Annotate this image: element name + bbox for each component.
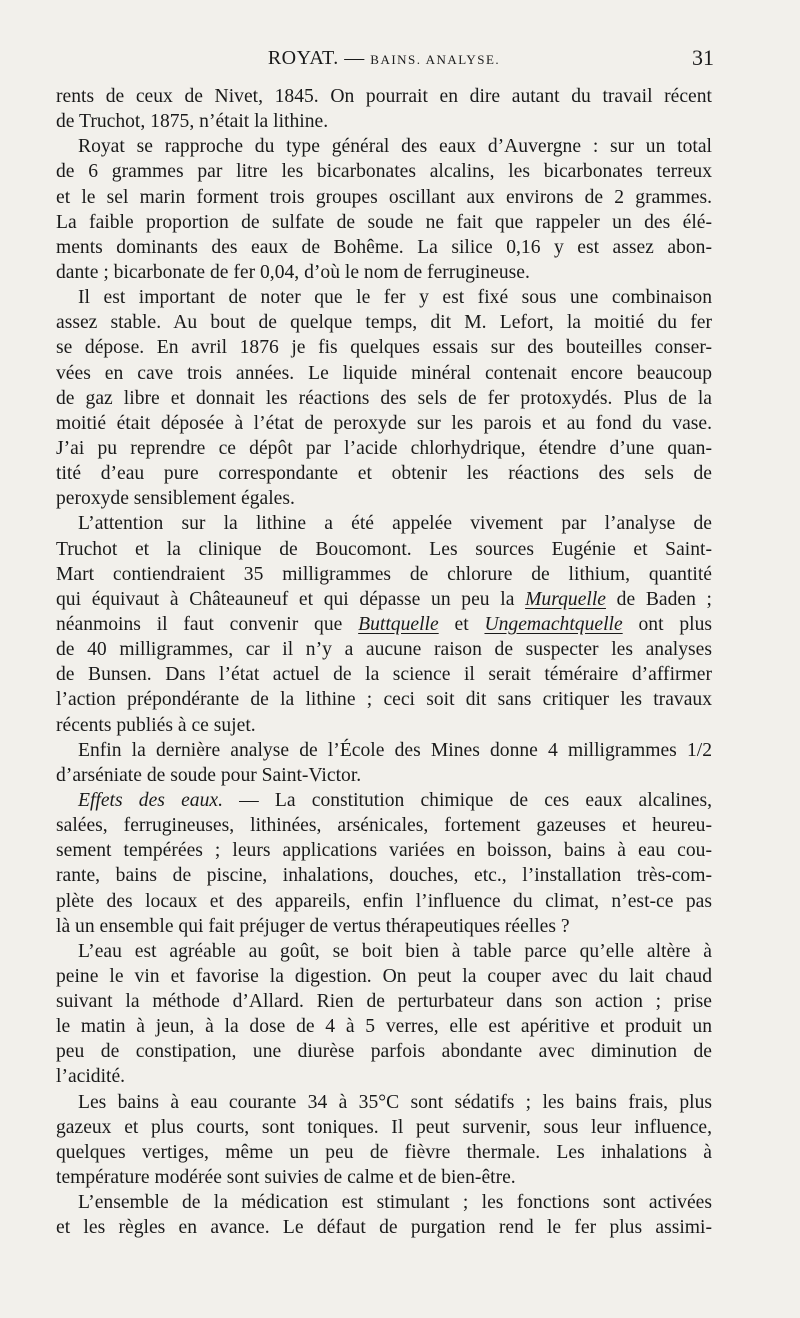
emphasized-text: Ungemachtquelle xyxy=(484,613,623,635)
text-line: d’arséniate de soude pour Saint-Victor. xyxy=(56,764,362,786)
running-title-dash: — xyxy=(344,47,365,69)
text-line xyxy=(56,788,712,813)
running-title-main: ROYAT. xyxy=(267,47,339,69)
text-line: rante, bains de piscine, inhalations, douches, etc., l’installation très-com- xyxy=(56,865,712,887)
body-text xyxy=(56,84,712,1240)
text-line: se dépose. En avril 1876 je fis quelques essais sur des bouteilles conser- xyxy=(56,337,712,359)
text-line: L’eau est agréable au goût, se boit bien à table parce qu’elle altère à xyxy=(78,940,712,962)
text-line: peroxyde sensiblement égales. xyxy=(56,488,295,510)
text-line xyxy=(56,612,712,637)
text-line: L’ensemble de la médication est stimulant ; les fonctions sont activées xyxy=(78,1192,712,1214)
text-line: quelques vertiges, même un peu de fièvre thermale. Les inhalations à xyxy=(56,1141,712,1163)
text-segment: qui équivaut à Châteauneuf et qui dépasse un peu la xyxy=(56,588,526,610)
text-line: peine le vin et favorise la digestion. On peut la couper avec du lait chaud xyxy=(56,965,712,987)
running-title-subtitle: BAINS. ANALYSE. xyxy=(370,52,501,67)
text-line: dante ; bicarbonate de fer 0,04, d’où le nom de ferrugineuse. xyxy=(56,261,530,283)
text-line: vées en cave trois années. Le liquide minéral contenait encore beaucoup xyxy=(56,362,712,384)
emphasized-text: Buttquelle xyxy=(358,613,439,635)
text-line: de 6 grammes par litre les bicarbonates alcalins, les bicarbonates terreux xyxy=(56,161,712,183)
text-segment: — La constitution chimique de ces eaux alcalines, xyxy=(222,789,712,811)
text-line: gazeux et plus courts, sont toniques. Il peut survenir, sous leur influence, xyxy=(56,1116,712,1138)
running-head xyxy=(56,45,712,75)
text-line: Mart contiendraient 35 milligrammes de chlorure de lithium, quantité xyxy=(56,563,712,585)
text-line: l’action prépondérante de la lithine ; ceci soit dit sans critiquer les travaux xyxy=(56,689,712,711)
text-line: et le sel marin forment trois groupes oscillant aux environs de 2 grammes. xyxy=(56,186,712,208)
text-line: sement tempérées ; leurs applications variées en boisson, bains à eau cou- xyxy=(56,840,712,862)
text-line: et les règles en avance. Le défaut de purgation rend le fer plus assimi- xyxy=(56,1217,712,1239)
text-line: récents publiés à ce sujet. xyxy=(56,714,256,736)
text-line: l’acidité. xyxy=(56,1066,126,1088)
text-segment: de Baden ; xyxy=(605,588,712,610)
text-line: de 40 milligrammes, car il n’y a aucune raison de suspecter les analyses xyxy=(56,639,712,661)
text-line: de Bunsen. Dans l’état actuel de la science il serait téméraire d’affirmer xyxy=(56,664,712,686)
text-line: Royat se rapproche du type général des eaux d’Auvergne : sur un total xyxy=(78,136,712,158)
text-line: de gaz libre et donnait les réactions des sels de fer protoxydés. Plus de la xyxy=(56,387,712,409)
text-line: assez stable. Au bout de quelque temps, dit M. Lefort, la moitié du fer xyxy=(56,312,712,334)
emphasized-text: Murquelle xyxy=(525,588,606,610)
text-line: moitié était déposée à l’état de peroxyde sur les parois et au fond du vase. xyxy=(56,412,712,434)
text-line: de Truchot, 1875, n’était la lithine. xyxy=(56,111,329,133)
text-segment: néanmoins il faut convenir que xyxy=(56,613,359,635)
text-line: Truchot et la clinique de Boucomont. Les sources Eugénie et Saint- xyxy=(56,538,712,560)
text-line: Les bains à eau courante 34 à 35°C sont sédatifs ; les bains frais, plus xyxy=(78,1091,712,1113)
text-line: peu de constipation, une diurèse parfois abondante avec diminution de xyxy=(56,1041,712,1063)
text-line: La faible proportion de sulfate de soude ne fait que rappeler un des élé- xyxy=(56,211,712,233)
text-line: plète des locaux et des appareils, enfin l’influence du climat, n’est-ce pas xyxy=(56,890,712,912)
text-line: J’ai pu reprendre ce dépôt par l’acide chlorhydrique, étendre d’une quan- xyxy=(56,437,712,459)
text-line: rents de ceux de Nivet, 1845. On pourrait en dire autant du travail récent xyxy=(56,86,712,107)
text-line: L’attention sur la lithine a été appelée vivement par l’analyse de xyxy=(78,513,712,535)
text-line: Enfin la dernière analyse de l’École des Mines donne 4 milligrammes 1/2 xyxy=(78,739,712,761)
text-line: température modérée sont suivies de calme et de bien-être. xyxy=(56,1167,516,1189)
running-title xyxy=(56,47,712,70)
page-number: 31 xyxy=(692,45,714,70)
text-line xyxy=(56,587,712,612)
text-line: là un ensemble qui fait préjuger de vertus thérapeutiques réelles ? xyxy=(56,915,570,937)
text-line: salées, ferrugineuses, lithinées, arsénicales, fortement gazeuses et heureu- xyxy=(56,815,712,837)
text-segment: et xyxy=(438,613,485,635)
text-line: suivant la méthode d’Allard. Rien de perturbateur dans son action ; prise xyxy=(56,991,712,1013)
text-line: ments dominants des eaux de Bohême. La silice 0,16 y est assez abon- xyxy=(56,236,712,258)
text-line: Il est important de noter que le fer y est fixé sous une combinaison xyxy=(78,287,712,309)
text-line: le matin à jeun, à la dose de 4 à 5 verres, elle est apéritive et produit un xyxy=(56,1016,712,1038)
text-segment: ont plus xyxy=(622,613,713,635)
emphasized-text: Effets des eaux. xyxy=(78,789,223,811)
text-line: tité d’eau pure correspondante et obtenir les réactions des sels de xyxy=(56,463,712,485)
